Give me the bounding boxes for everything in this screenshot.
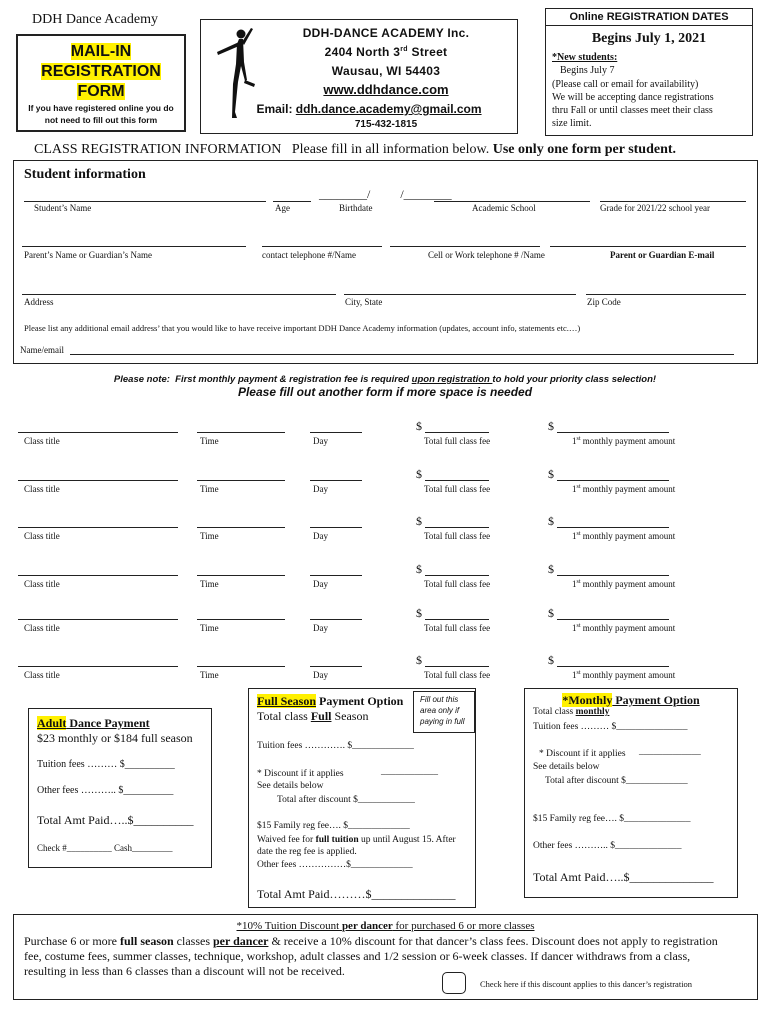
label-time: Time bbox=[200, 623, 219, 633]
discount-body: Purchase 6 or more full season classes per dancer & receive a 10% discount for that dancer’s class fees. Discount does not apply to registration fee, costume fees, summer classes, technique, workshop, adult classes and 1/2 session or 6-week classes. If dancer withdraws from a class, resulting in less than 6 classes than a discount will not be received. bbox=[24, 934, 718, 978]
monthly-total-field[interactable]: Total Amt Paid…..$______________ bbox=[533, 870, 714, 884]
label-day: Day bbox=[313, 670, 328, 680]
label-name-email: Name/email bbox=[20, 345, 64, 355]
adult-other-fees-field[interactable]: Other fees ……….. $__________ bbox=[37, 785, 174, 796]
mailin-note: If you have registered online you do not need to fill out this form bbox=[28, 103, 174, 125]
label-parent-name: Parent’s Name or Guardian’s Name bbox=[24, 250, 152, 260]
class-day-field[interactable] bbox=[310, 666, 362, 667]
class-fee-field[interactable] bbox=[425, 619, 489, 620]
label-class-title: Class title bbox=[24, 484, 60, 494]
label-monthly-payment: 1st monthly payment amount bbox=[572, 670, 676, 680]
address-box bbox=[200, 19, 518, 134]
label-time: Time bbox=[200, 579, 219, 589]
label-monthly-payment: 1st monthly payment amount bbox=[572, 623, 676, 633]
discount-checkbox[interactable] bbox=[442, 972, 466, 994]
student-info-heading: Student information bbox=[24, 167, 146, 182]
discount-title: *10% Tuition Discount per dancer for purchased 6 or more classes bbox=[236, 920, 535, 932]
class-day-field[interactable] bbox=[310, 432, 362, 433]
class-title-field[interactable] bbox=[18, 480, 178, 481]
additional-email-field[interactable] bbox=[70, 354, 734, 355]
full-discount-field[interactable]: ____________ bbox=[381, 767, 438, 777]
label-day: Day bbox=[313, 436, 328, 446]
label-address: Address bbox=[24, 297, 54, 307]
online-begins: Begins July 1, 2021 bbox=[591, 31, 707, 46]
email-line: Email: ddh.dance.academy@gmail.com bbox=[256, 102, 482, 116]
label-cell-phone: Cell or Work telephone # /Name bbox=[428, 250, 545, 260]
website-link[interactable]: www.ddhdance.com bbox=[323, 82, 449, 97]
contact-phone-field[interactable] bbox=[262, 246, 382, 247]
label-monthly-payment: 1st monthly payment amount bbox=[572, 579, 676, 589]
label-monthly-payment: 1st monthly payment amount bbox=[572, 436, 676, 446]
class-title-field[interactable] bbox=[18, 666, 178, 667]
class-time-field[interactable] bbox=[197, 480, 285, 481]
class-day-field[interactable] bbox=[310, 527, 362, 528]
new-students-begins: Begins July 7 bbox=[560, 65, 615, 76]
monthly-title: *Monthly Payment Option bbox=[562, 693, 700, 707]
full-waived-note: Waived fee for full tuition up until August 15. After date the reg fee is applied. bbox=[257, 835, 456, 857]
label-class-title: Class title bbox=[24, 579, 60, 589]
fee-dollar-sign: $ bbox=[416, 562, 422, 576]
label-time: Time bbox=[200, 436, 219, 446]
label-class-title: Class title bbox=[24, 623, 60, 633]
class-day-field[interactable] bbox=[310, 619, 362, 620]
monthly-dollar-sign: $ bbox=[548, 606, 554, 620]
label-total-fee: Total full class fee bbox=[424, 531, 491, 541]
monthly-payment-field[interactable] bbox=[557, 619, 669, 620]
monthly-dollar-sign: $ bbox=[548, 419, 554, 433]
grade-field[interactable] bbox=[600, 201, 746, 202]
class-title-field[interactable] bbox=[18, 432, 178, 433]
label-city-state: City, State bbox=[345, 297, 383, 307]
adult-total-field[interactable]: Total Amt Paid…..$__________ bbox=[37, 813, 194, 827]
phone-number: 715-432-1815 bbox=[354, 119, 418, 130]
fee-dollar-sign: $ bbox=[416, 514, 422, 528]
label-time: Time bbox=[200, 670, 219, 680]
label-class-title: Class title bbox=[24, 531, 60, 541]
zip-code-field[interactable] bbox=[586, 294, 746, 295]
class-registration-heading: CLASS REGISTRATION INFORMATION Please fill in all information below. Use only one form per student. bbox=[34, 142, 677, 157]
mailin-title bbox=[18, 42, 184, 102]
full-total-field[interactable]: Total Amt Paid………$______________ bbox=[257, 887, 456, 901]
label-grade: Grade for 2021/22 school year bbox=[600, 203, 710, 213]
new-students-label: *New students: bbox=[552, 52, 618, 63]
monthly-tuition-field[interactable]: Tuition fees ……… $_______________ bbox=[533, 722, 688, 732]
monthly-after-discount-field[interactable]: Total after discount $_____________ bbox=[545, 776, 688, 786]
label-parent-email: Parent or Guardian E-mail bbox=[610, 250, 715, 260]
full-after-discount-field[interactable]: Total after discount $____________ bbox=[277, 795, 415, 805]
another-form-note: Please fill out another form if more space is needed bbox=[237, 385, 533, 399]
academic-school-field[interactable] bbox=[434, 201, 590, 202]
label-total-fee: Total full class fee bbox=[424, 436, 491, 446]
adult-check-cash-field[interactable]: Check #__________ Cash_________ bbox=[37, 843, 173, 853]
online-notes: (Please call or email for availability) We will be accepting dance registrations thru Fall or until classes meet their class size limit. bbox=[552, 79, 714, 129]
label-class-title: Class title bbox=[24, 436, 60, 446]
class-fee-field[interactable] bbox=[425, 666, 489, 667]
discount-box bbox=[13, 914, 758, 1000]
birthdate-field[interactable]: ________/ /________ bbox=[319, 187, 452, 201]
monthly-payment-field[interactable] bbox=[557, 575, 669, 576]
full-season-subtitle: Total class Full Season bbox=[257, 709, 369, 723]
adult-payment-box bbox=[28, 708, 212, 868]
label-day: Day bbox=[313, 484, 328, 494]
monthly-dollar-sign: $ bbox=[548, 653, 554, 667]
monthly-subtitle: Total class monthly bbox=[533, 707, 610, 717]
full-season-title: Full Season Payment Option bbox=[257, 694, 404, 708]
mailin-title-line1: MAIL-IN bbox=[70, 43, 132, 60]
class-fee-field[interactable] bbox=[425, 575, 489, 576]
full-discount-label: * Discount if it applies bbox=[257, 769, 344, 779]
class-title-field[interactable] bbox=[18, 619, 178, 620]
online-dates-title: Online REGISTRATION DATES bbox=[546, 11, 752, 26]
monthly-payment-field[interactable] bbox=[557, 666, 669, 667]
class-title-field[interactable] bbox=[18, 575, 178, 576]
label-day: Day bbox=[313, 579, 328, 589]
monthly-dollar-sign: $ bbox=[548, 467, 554, 481]
label-class-title: Class title bbox=[24, 670, 60, 680]
label-day: Day bbox=[313, 623, 328, 633]
label-student-name: Student’s Name bbox=[34, 203, 92, 213]
class-title-field[interactable] bbox=[18, 527, 178, 528]
label-monthly-payment: 1st monthly payment amount bbox=[572, 484, 676, 494]
fee-dollar-sign: $ bbox=[416, 606, 422, 620]
monthly-payment-box bbox=[524, 688, 738, 898]
label-time: Time bbox=[200, 531, 219, 541]
mailin-title-line3: FORM bbox=[77, 83, 125, 100]
mailin-title-line2: REGISTRATION bbox=[41, 63, 161, 80]
label-zip-code: Zip Code bbox=[587, 297, 621, 307]
please-note: Please note: First monthly payment & registration fee is required upon registration to hold your priority class selection! bbox=[113, 374, 657, 385]
label-contact-phone: contact telephone #/Name bbox=[262, 250, 356, 260]
monthly-discount-label: * Discount if it applies bbox=[539, 749, 626, 759]
adult-rate: $23 monthly or $184 full season bbox=[37, 731, 193, 745]
class-time-field[interactable] bbox=[197, 666, 285, 667]
city-state-field[interactable] bbox=[344, 294, 576, 295]
age-field[interactable] bbox=[273, 201, 311, 202]
label-time: Time bbox=[200, 484, 219, 494]
class-time-field[interactable] bbox=[197, 575, 285, 576]
label-day: Day bbox=[313, 531, 328, 541]
class-day-field[interactable] bbox=[310, 575, 362, 576]
label-academic-school: Academic School bbox=[472, 203, 536, 213]
full-see-details: See details below bbox=[257, 781, 324, 791]
full-season-box bbox=[248, 688, 476, 908]
academy-header: DDH Dance Academy bbox=[32, 12, 158, 27]
parent-name-field[interactable] bbox=[22, 246, 246, 247]
monthly-other-fees-field[interactable]: Other fees ……….. $______________ bbox=[533, 841, 682, 851]
monthly-discount-field[interactable]: _____________ bbox=[639, 747, 701, 757]
full-family-reg-field[interactable]: $15 Family reg fee…. $_____________ bbox=[257, 821, 410, 831]
monthly-dollar-sign: $ bbox=[548, 514, 554, 528]
adult-tuition-field[interactable]: Tuition fees ……… $__________ bbox=[37, 759, 175, 770]
class-fee-field[interactable] bbox=[425, 480, 489, 481]
class-fee-field[interactable] bbox=[425, 527, 489, 528]
class-day-field[interactable] bbox=[310, 480, 362, 481]
fee-dollar-sign: $ bbox=[416, 653, 422, 667]
fillout-note: Fill out this area only if paying in full bbox=[413, 691, 475, 733]
label-monthly-payment: 1st monthly payment amount bbox=[572, 531, 676, 541]
online-dates-box bbox=[545, 8, 753, 136]
monthly-payment-field[interactable] bbox=[557, 480, 669, 481]
student-info-box bbox=[13, 160, 758, 364]
adult-title: Adult Dance Payment bbox=[37, 716, 150, 730]
full-tuition-field[interactable]: Tuition fees …………. $_____________ bbox=[257, 741, 414, 751]
full-other-fees-field[interactable]: Other fees ……………$_____________ bbox=[257, 860, 413, 870]
academy-name: DDH-DANCE ACADEMY Inc. bbox=[302, 26, 470, 40]
label-birthdate: Birthdate bbox=[339, 203, 373, 213]
label-total-fee: Total full class fee bbox=[424, 579, 491, 589]
monthly-dollar-sign: $ bbox=[548, 562, 554, 576]
class-time-field[interactable] bbox=[197, 432, 285, 433]
label-age: Age bbox=[275, 203, 290, 213]
address-field[interactable] bbox=[22, 294, 336, 295]
class-time-field[interactable] bbox=[197, 527, 285, 528]
class-fee-field[interactable] bbox=[425, 432, 489, 433]
fee-dollar-sign: $ bbox=[416, 467, 422, 481]
student-name-field[interactable] bbox=[24, 201, 266, 202]
label-total-fee: Total full class fee bbox=[424, 623, 491, 633]
cell-phone-field[interactable] bbox=[390, 246, 540, 247]
parent-email-field[interactable] bbox=[550, 246, 746, 247]
monthly-family-reg-field[interactable]: $15 Family reg fee…. $______________ bbox=[533, 814, 691, 824]
monthly-see-details: See details below bbox=[533, 762, 600, 772]
mailin-box bbox=[16, 34, 186, 132]
fee-dollar-sign: $ bbox=[416, 419, 422, 433]
label-total-fee: Total full class fee bbox=[424, 484, 491, 494]
label-total-fee: Total full class fee bbox=[424, 670, 491, 680]
class-time-field[interactable] bbox=[197, 619, 285, 620]
monthly-payment-field[interactable] bbox=[557, 432, 669, 433]
street-address: 2404 North 3rd Street bbox=[324, 45, 448, 59]
email-link[interactable]: ddh.dance.academy@gmail.com bbox=[295, 102, 482, 116]
city-state-zip: Wausau, WI 54403 bbox=[331, 64, 441, 78]
discount-checkbox-label: Check here if this discount applies to this dancer’s registration bbox=[480, 979, 693, 989]
monthly-payment-field[interactable] bbox=[557, 527, 669, 528]
additional-email-note: Please list any additional email address’ that you would like to have receive important DDH Dance Academy information (updates, account info, statements etc.…) bbox=[24, 323, 581, 333]
